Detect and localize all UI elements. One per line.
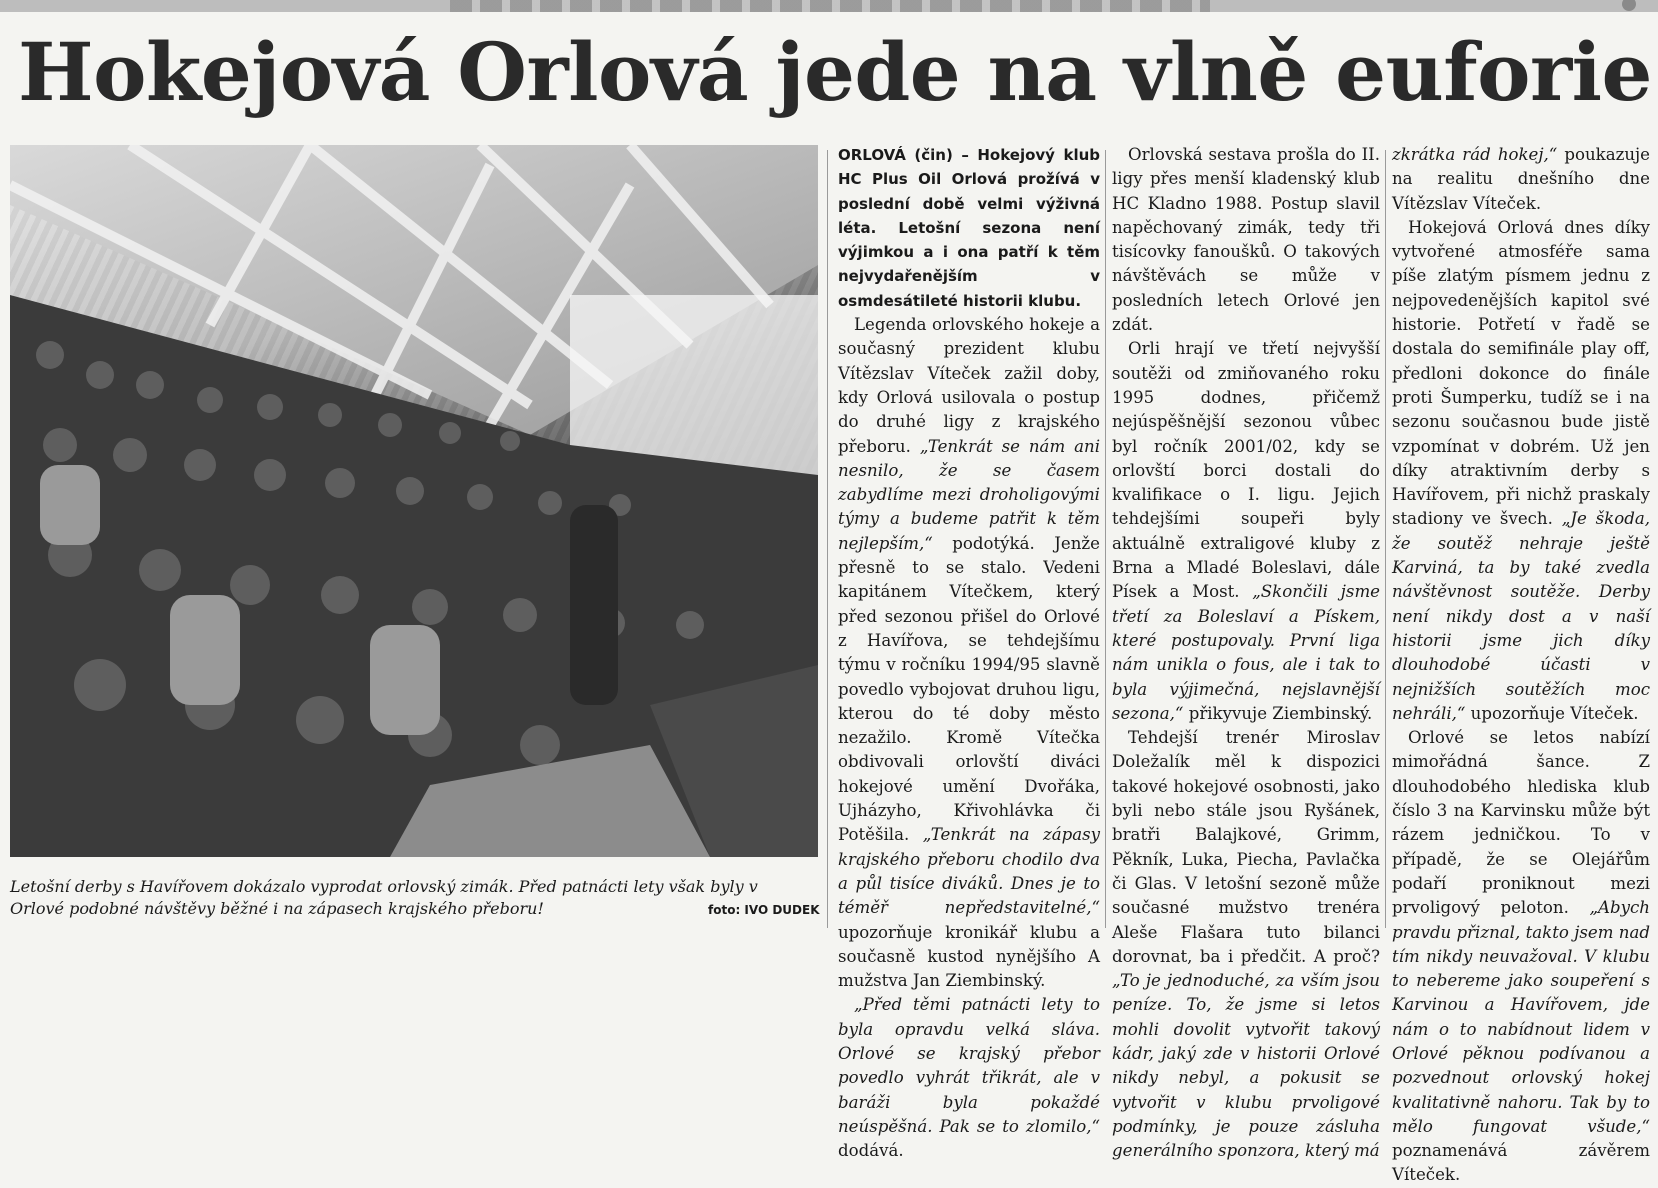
- stadium-crowd-image: [10, 145, 818, 857]
- article-photo: [10, 145, 818, 857]
- article-paragraph: Orlovská sestava prošla do II. ligy přes menší kladenský klub HC Kladno 1988. Postup slavil napěchovaný zimák, tedy tři tisícovky fanoušků. O takových návštěvách se může v posledních letech Orlové jen zdát.: [1112, 145, 1380, 335]
- column-divider: [1385, 150, 1386, 928]
- column-divider: [827, 150, 828, 928]
- article-column-1: [838, 143, 1100, 1163]
- article-lead: ORLOVÁ (čin) – Hokejový klub HC Plus Oil Orlová prožívá v poslední době velmi výživná léta. Letošní sezona není výjimkou a i ona patří k těm nejvydařenějším v osmdesátileté historii klubu.: [838, 146, 1100, 310]
- article-paragraph: Hokejová Orlová dnes díky vytvořené atmosféře sama píše zlatým písmem jednu z nejpovedenějších kapitol své historie. Potřetí v řadě se dostala do semifinále play off, předloni dokonce do finále proti Šumperku, tudíž se i na sezonu současnou bude jistě vzpomínat v dobrém. Už jen díky atraktivním derby s Havířovem, při nichž praskaly stadiony ve švech. „Je škoda, že soutěž nehraje ještě Karviná, ta by také zvedla návštěvnost soutěže. Derby není nikdy dost a v naší historii jsme jich díky dlouhodobé účasti v nejnižších soutěžích moc nehráli,“ upozorňuje Víteček.: [1392, 217, 1650, 723]
- article-paragraph: Orli hrají ve třetí nejvyšší soutěži od zmiňovaného roku 1995 dodnes, přičemž nejúspěšnější sezonou vůbec byl ročník 2001/02, kdy se orlovští borci dostali do kvalifikace o I. ligu. Jejich tehdejšími soupeři byly aktuálně extraligové kluby z Brna a Mladé Boleslavi, dále Písek a Most. „Skončili jsme třetí za Boleslaví a Pískem, které postupovaly. První liga nám unikla o fous, ale i tak to byla výjimečná, nejslavnější sezona,“ přikyvuje Ziembinský.: [1112, 339, 1380, 723]
- article-paragraph: Legenda orlovského hokeje a současný prezident klubu Vítězslav Víteček zažil doby, kdy Orlová usilovala o postup do druhé ligy z krajského přeboru. „Tenkrát se nám ani nesnilo, že se časem zabydlíme mezi droholigovými týmy a budeme patřit k těm nejlepším,“ podotýká. Jenže přesně to se stalo. Vedeni kapitánem Vítečkem, který před sezonou přišel do Orlové z Havířova, se tehdejšímu týmu v ročníku 1994/95 slavně povedlo vybojovat druhou ligu, kterou do té doby město nezažilo. Kromě Vítečka obdivovali orlovští diváci hokejové umění Dvořáka, Ujházyho, Křivohlávka či Potěšila. „Tenkrát na zápasy krajského přeboru chodilo dva a půl tisíce diváků. Dnes je to téměř nepředstavitelné,“ upozorňuje kronikář klubu a současně kustod nynějšího A mužstva Jan Ziembinský.: [838, 315, 1101, 991]
- article-column-3: [1392, 143, 1650, 1188]
- photo-credit: foto: IVO DUDEK: [708, 903, 820, 917]
- article-headline: Hokejová Orlová jede na vlně euforie: [18, 25, 1652, 119]
- article-column-2: [1112, 143, 1380, 1163]
- photo-caption: Letošní derby s Havířovem dokázalo vyprodat orlovský zimák. Před patnácti lety však byly v Orlové podobné návštěvy běžné i na zápasech krajského přeboru!: [10, 877, 758, 918]
- section-title-strip: [450, 0, 1210, 12]
- article-paragraph: Orlové se letos nabízí mimořádná šance. Z dlouhodobého hlediska klub číslo 3 na Karvinsku může být rázem jedničkou. To v případě, že se Olejářům podaří proniknout mezi prvoligový peloton. „Abych pravdu přiznal, takto jsem nad tím nikdy neuvažoval. V klubu to nebereme jako soupeření s Karvinou a Havířovem, jde nám o to nabídnout lidem v Orlové pěknou podívanou a pozvednout orlovský hokej kvalitativně nahoru. Tak by to mělo fungovat všude,“ poznamenává závěrem Víteček.: [1392, 728, 1650, 1185]
- article-paragraph: „Před těmi patnácti lety to byla opravdu velká sláva. Orlové se krajský přebor povedlo vyhrát třikrát, ale v baráži byla pokaždé neúspěšná. Pak se to zlomilo,“ dodává.: [838, 995, 1100, 1161]
- article-paragraph: zkrátka rád hokej,“ poukazuje na realitu dnešního dne Vítězslav Víteček.: [1392, 145, 1650, 213]
- page-number-marker: [1622, 0, 1636, 11]
- page-header-band: [0, 0, 1658, 12]
- article-paragraph: Tehdejší trenér Miroslav Doležalík měl k dispozici takové hokejové osobnosti, jako byli nebo stále jsou Ryšánek, bratři Balajkové, Grimm, Pěkník, Luka, Piecha, Pavlačka či Glas. V letošní sezoně může současné mužstvo trenéra Aleše Flašara tuto bilanci dorovnat, ba i předčit. A proč? „To je jednoduché, za vším jsou peníze. To, že jsme si letos mohli dovolit vytvořit takový kádr, jaký zde v historii Orlové nikdy nebyl, a pokusit se vytvořit v klubu prvoligové podmínky, je pouze zásluha generálního sponzora, který má: [1112, 728, 1380, 1161]
- column-divider: [1105, 150, 1106, 928]
